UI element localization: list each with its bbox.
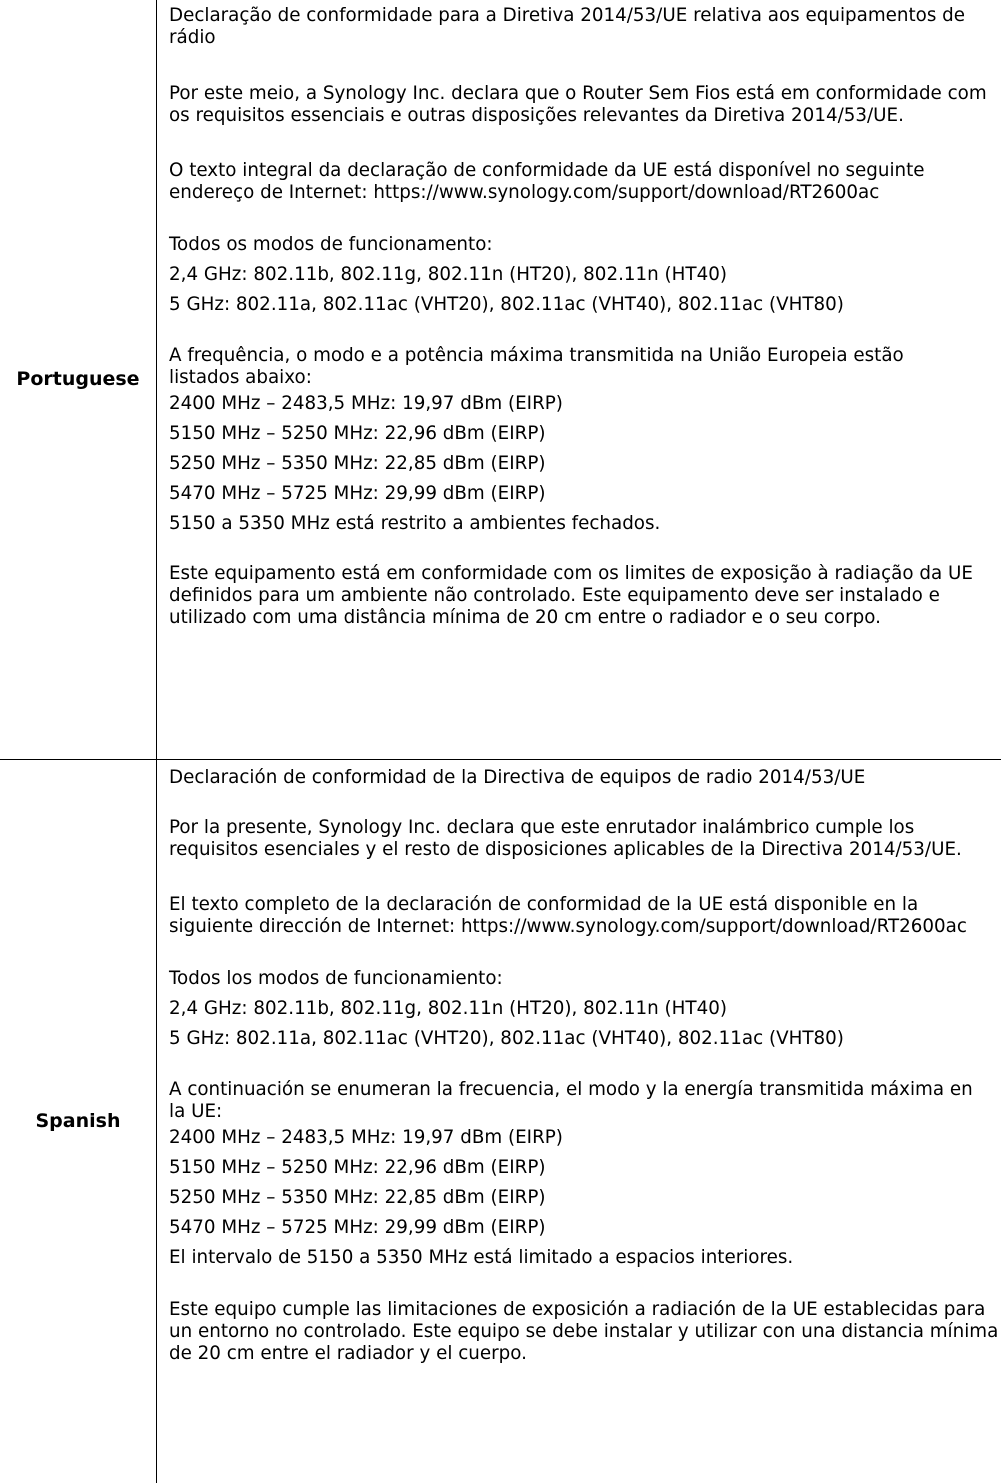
declaration-title: Declaración de conformidad de la Directiva de equipos de radio 2014/53/UE [169, 766, 866, 788]
declaration-content [157, 0, 1001, 759]
language-label: Portuguese [0, 0, 157, 759]
modes-5ghz: 5 GHz: 802.11a, 802.11ac (VHT20), 802.11ac (VHT40), 802.11ac (VHT80) [169, 1027, 844, 1049]
frequency-line: 5470 MHz – 5725 MHz: 29,99 dBm (EIRP) [169, 1216, 546, 1238]
language-label: Spanish [0, 759, 157, 1483]
fulltext-paragraph: O texto integral da declaração de conformidade da UE está disponível no seguinte endereço de Internet: https://www.synology.com/support/download/RT2600ac [169, 160, 925, 203]
frequency-line: 5470 MHz – 5725 MHz: 29,99 dBm (EIRP) [169, 483, 546, 504]
frequency-line: 5150 MHz – 5250 MHz: 22,96 dBm (EIRP) [169, 1156, 546, 1178]
frequency-heading: A frequência, o modo e a potência máxima transmitida na União Europeia estão listados abaixo: [169, 345, 904, 388]
frequency-line: 5250 MHz – 5350 MHz: 22,85 dBm (EIRP) [169, 453, 546, 474]
exposure-paragraph: Este equipamento está em conformidade com os limites de exposição à radiação da UE definidos para um ambiente não controlado. Este equipamento deve ser instalado e utilizado com uma distância mínima de 20 cm entre o radiador e o seu corpo. [169, 563, 973, 628]
modes-24ghz: 2,4 GHz: 802.11b, 802.11g, 802.11n (HT20), 802.11n (HT40) [169, 997, 727, 1019]
frequency-line: 2400 MHz – 2483,5 MHz: 19,97 dBm (EIRP) [169, 393, 563, 414]
frequency-line: 5150 MHz – 5250 MHz: 22,96 dBm (EIRP) [169, 423, 546, 444]
indoor-restriction: El intervalo de 5150 a 5350 MHz está limitado a espacios interiores. [169, 1246, 794, 1268]
frequency-heading: A continuación se enumeran la frecuencia, el modo y la energía transmitida máxima en la UE: [169, 1078, 973, 1122]
table-row-spanish [0, 759, 1001, 1483]
frequency-line: 2400 MHz – 2483,5 MHz: 19,97 dBm (EIRP) [169, 1126, 563, 1148]
modes-5ghz: 5 GHz: 802.11a, 802.11ac (VHT20), 802.11ac (VHT40), 802.11ac (VHT80) [169, 294, 844, 315]
modes-heading: Todos os modos de funcionamento: [169, 234, 493, 255]
declaration-title: Declaração de conformidade para a Diretiva 2014/53/UE relativa aos equipamentos de rádio [169, 5, 966, 48]
declaration-content [157, 759, 1001, 1483]
fulltext-paragraph: El texto completo de la declaración de conformidad de la UE está disponible en la siguiente dirección de Internet: https://www.synology.com/support/download/RT2600ac [169, 893, 967, 937]
indoor-restriction: 5150 a 5350 MHz está restrito a ambientes fechados. [169, 513, 661, 534]
declaration-paragraph: Por la presente, Synology Inc. declara que este enrutador inalámbrico cumple los requisitos esenciales y el resto de disposiciones aplicables de la Directiva 2014/53/UE. [169, 816, 962, 860]
modes-heading: Todos los modos de funcionamiento: [169, 967, 503, 989]
declaration-paragraph: Por este meio, a Synology Inc. declara que o Router Sem Fios está em conformidade com os requisitos essenciais e outras disposições relevantes da Diretiva 2014/53/UE. [169, 83, 987, 126]
frequency-line: 5250 MHz – 5350 MHz: 22,85 dBm (EIRP) [169, 1186, 546, 1208]
modes-24ghz: 2,4 GHz: 802.11b, 802.11g, 802.11n (HT20), 802.11n (HT40) [169, 264, 727, 285]
exposure-paragraph: Este equipo cumple las limitaciones de exposición a radiación de la UE establecidas para un entorno no controlado. Este equipo se debe instalar y utilizar con una distancia mínima de 20 cm entre el radiador y el cuerpo. [169, 1298, 999, 1364]
